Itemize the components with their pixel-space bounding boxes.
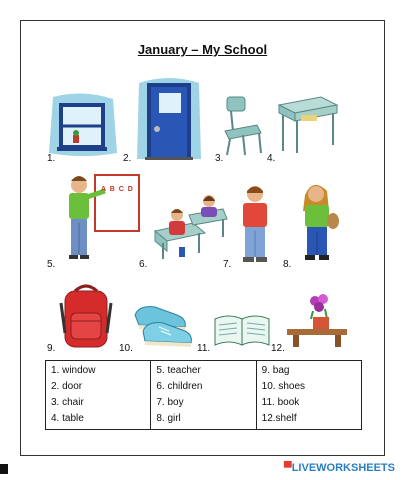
picture-number: 7.	[223, 259, 232, 270]
corner-mark	[0, 464, 8, 474]
picture-number: 5.	[47, 259, 56, 270]
children-icon	[153, 193, 229, 263]
picture-number: 1.	[47, 153, 56, 164]
table-icon	[275, 95, 339, 155]
book-icon	[213, 311, 271, 349]
word-item: 8. girl	[156, 413, 181, 424]
picture-number: 2.	[123, 153, 132, 164]
word-item: 7. boy	[156, 397, 184, 408]
picture-number: 10.	[119, 343, 133, 354]
brand-text: LIVEWORKSHEETS	[291, 462, 395, 474]
shelf-icon	[285, 291, 349, 349]
word-item: 12.shelf	[261, 413, 297, 424]
word-column-2	[151, 361, 256, 430]
picture-number: 8.	[283, 259, 292, 270]
worksheet	[20, 20, 385, 456]
word-item: 1. window	[51, 365, 96, 376]
picture-number: 12.	[271, 343, 285, 354]
worksheet-title: January – My School	[137, 42, 268, 57]
word-item: 10. shoes	[261, 381, 306, 392]
word-column-1	[46, 361, 151, 430]
brand-mark-icon: ▀	[283, 462, 292, 474]
shoes-icon	[133, 301, 195, 349]
word-item: 11. book	[261, 397, 300, 408]
bag-icon	[57, 283, 115, 349]
boy-icon	[239, 185, 271, 265]
word-item: 2. door	[51, 381, 83, 392]
word-column-3	[256, 361, 361, 430]
word-list-table	[45, 360, 362, 430]
picture-number: 3.	[215, 153, 224, 164]
word-item: 5. teacher	[156, 365, 201, 376]
word-item: 6. children	[156, 381, 203, 392]
picture-number: 6.	[139, 259, 148, 270]
word-item: 4. table	[51, 413, 84, 424]
board-text: A B C D	[101, 186, 134, 193]
chair-icon	[221, 95, 265, 157]
word-item: 9. bag	[261, 365, 290, 376]
picture-number: 4.	[267, 153, 276, 164]
word-item: 3. chair	[51, 397, 84, 408]
girl-icon	[297, 181, 341, 265]
brand-logo[interactable]	[284, 462, 395, 474]
picture-number: 9.	[47, 343, 56, 354]
window-icon	[47, 93, 119, 157]
picture-number: 11.	[197, 343, 211, 354]
door-icon	[135, 77, 203, 161]
